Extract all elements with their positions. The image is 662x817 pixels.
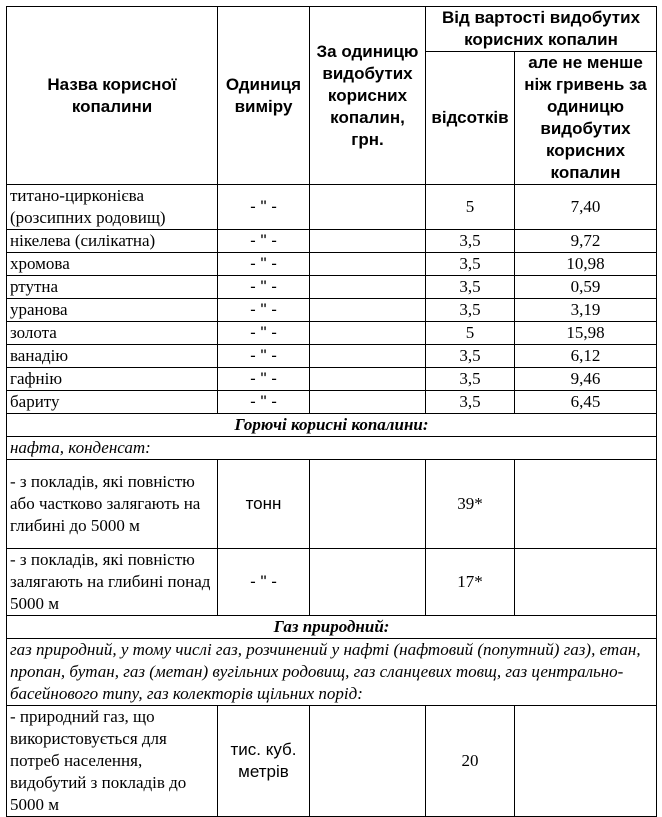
row-percent: 39* — [426, 460, 515, 549]
row-per-unit — [310, 706, 426, 817]
row-name: бариту — [7, 391, 218, 414]
row-percent: 3,5 — [426, 368, 515, 391]
rent-rates-table — [6, 6, 657, 817]
section-heading-gas: Газ природний: — [7, 616, 657, 639]
oil-caption: нафта, конденсат: — [7, 437, 657, 460]
row-name: - природний газ, що використовується для потреб населення, видобутий з покладів до 5000 м — [7, 706, 218, 817]
row-unit: - " - — [218, 185, 310, 230]
header-value-group: Від вартості видобутих корисних копалин — [426, 7, 657, 52]
row-name: титано-цирконієва (розсипних родовищ) — [7, 185, 218, 230]
row-per-unit — [310, 276, 426, 299]
row-per-unit — [310, 460, 426, 549]
table-row — [7, 706, 657, 817]
table-row — [7, 299, 657, 322]
row-min: 6,12 — [515, 345, 657, 368]
row-unit: - " - — [218, 391, 310, 414]
row-percent: 3,5 — [426, 299, 515, 322]
table-row — [7, 230, 657, 253]
header-per-unit: За одиницю видобутих корисних копалин, грн. — [310, 7, 426, 185]
section-row-fuel — [7, 414, 657, 437]
row-name: хромова — [7, 253, 218, 276]
header-percent: відсотків — [426, 52, 515, 185]
table-row — [7, 391, 657, 414]
row-name: ванадію — [7, 345, 218, 368]
header-row-1 — [7, 7, 657, 52]
row-min: 7,40 — [515, 185, 657, 230]
header-min: але не менше ніж гривень за одиницю видобутих корисних копалин — [515, 52, 657, 185]
row-percent: 3,5 — [426, 276, 515, 299]
caption-row-gas — [7, 639, 657, 706]
row-name: гафнію — [7, 368, 218, 391]
row-percent: 3,5 — [426, 345, 515, 368]
row-percent: 3,5 — [426, 253, 515, 276]
row-per-unit — [310, 322, 426, 345]
row-name: нікелева (силікатна) — [7, 230, 218, 253]
table-row — [7, 460, 657, 549]
row-per-unit — [310, 253, 426, 276]
row-min — [515, 460, 657, 549]
row-min: 10,98 — [515, 253, 657, 276]
row-name: ртутна — [7, 276, 218, 299]
row-percent: 5 — [426, 322, 515, 345]
row-per-unit — [310, 391, 426, 414]
row-name: уранова — [7, 299, 218, 322]
table-row — [7, 185, 657, 230]
row-min: 9,46 — [515, 368, 657, 391]
row-unit: - " - — [218, 299, 310, 322]
row-min — [515, 549, 657, 616]
table-row — [7, 276, 657, 299]
section-row-gas — [7, 616, 657, 639]
row-unit: - " - — [218, 322, 310, 345]
row-min: 6,45 — [515, 391, 657, 414]
caption-row-oil — [7, 437, 657, 460]
row-min: 0,59 — [515, 276, 657, 299]
row-unit: тис. куб. метрів — [218, 706, 310, 817]
header-unit: Одиниця виміру — [218, 7, 310, 185]
row-per-unit — [310, 185, 426, 230]
table-row — [7, 253, 657, 276]
table-row — [7, 322, 657, 345]
row-percent: 3,5 — [426, 230, 515, 253]
row-min: 9,72 — [515, 230, 657, 253]
table-row — [7, 345, 657, 368]
row-unit: - " - — [218, 276, 310, 299]
table-row — [7, 368, 657, 391]
gas-caption: газ природний, у тому числі газ, розчинений у нафті (нафтовий (попутний) газ), етан, пропан, бутан, газ (метан) вугільних родовищ, газ сланцевих товщ, газ центрально-басейнового типу, газ колекторів щільних порід: — [7, 639, 657, 706]
row-percent: 5 — [426, 185, 515, 230]
header-name: Назва корисної копалини — [7, 7, 218, 185]
row-percent: 20 — [426, 706, 515, 817]
row-min: 15,98 — [515, 322, 657, 345]
row-per-unit — [310, 230, 426, 253]
row-min: 3,19 — [515, 299, 657, 322]
row-unit: - " - — [218, 253, 310, 276]
row-name: золота — [7, 322, 218, 345]
row-unit: - " - — [218, 230, 310, 253]
row-min — [515, 706, 657, 817]
row-unit: тонн — [218, 460, 310, 549]
row-name: - з покладів, які повністю залягають на глибині понад 5000 м — [7, 549, 218, 616]
row-unit: - " - — [218, 368, 310, 391]
row-per-unit — [310, 345, 426, 368]
row-unit: - " - — [218, 549, 310, 616]
row-name: - з покладів, які повністю або частково залягають на глибині до 5000 м — [7, 460, 218, 549]
section-heading-fuel: Горючі корисні копалини: — [7, 414, 657, 437]
table-row — [7, 549, 657, 616]
row-per-unit — [310, 368, 426, 391]
row-unit: - " - — [218, 345, 310, 368]
row-per-unit — [310, 549, 426, 616]
row-per-unit — [310, 299, 426, 322]
row-percent: 17* — [426, 549, 515, 616]
row-percent: 3,5 — [426, 391, 515, 414]
